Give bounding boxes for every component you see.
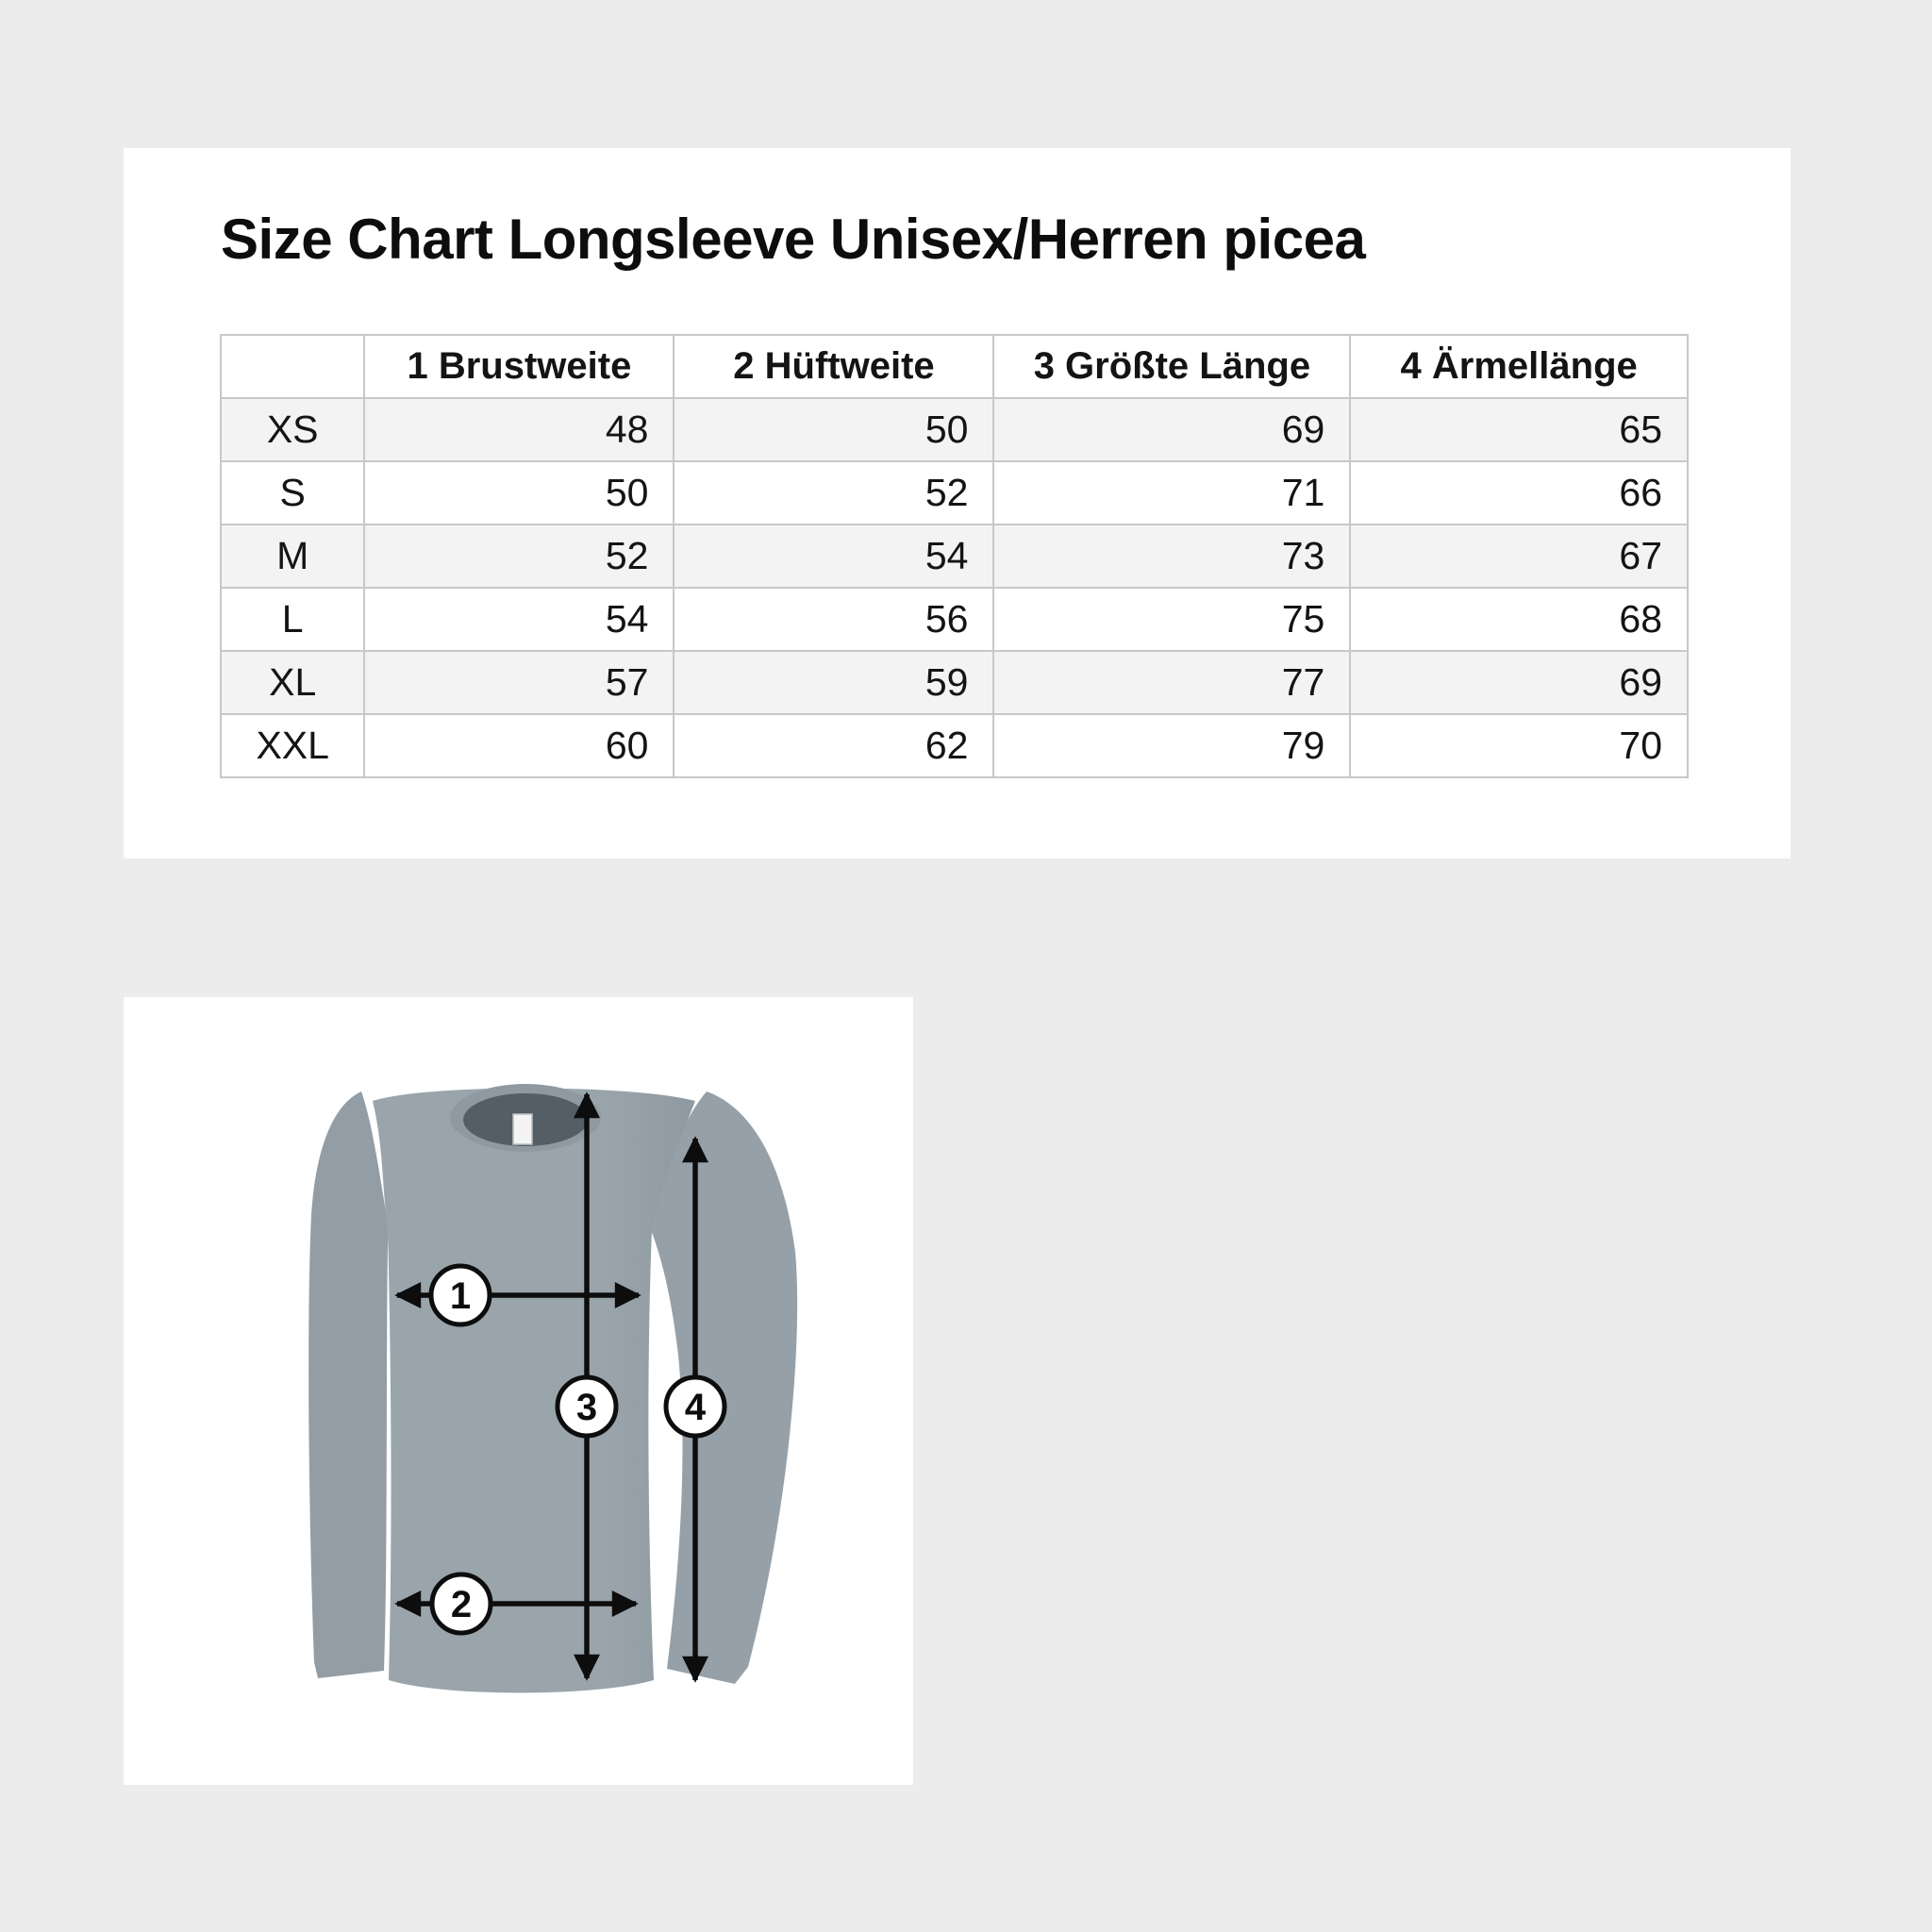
value-cell: 73 — [993, 525, 1350, 588]
marker-2-number: 2 — [450, 1584, 473, 1625]
table-row-m — [221, 525, 1688, 588]
column-header-aermellaenge: 4 Ärmellänge — [1350, 335, 1688, 398]
value-cell: 71 — [993, 461, 1350, 525]
marker-4-number: 4 — [684, 1387, 707, 1428]
marker-1 — [431, 1266, 490, 1324]
measurement-diagram-panel — [124, 997, 913, 1785]
longsleeve-measurement-diagram — [124, 997, 913, 1785]
value-cell: 50 — [364, 461, 674, 525]
value-cell: 54 — [364, 588, 674, 651]
value-cell: 66 — [1350, 461, 1688, 525]
value-cell: 70 — [1350, 714, 1688, 777]
value-cell: 56 — [674, 588, 993, 651]
value-cell: 48 — [364, 398, 674, 461]
column-header-groesste-laenge: 3 Größte Länge — [993, 335, 1350, 398]
marker-4 — [666, 1377, 724, 1436]
size-label: XXL — [221, 714, 364, 777]
size-chart-table — [220, 334, 1689, 778]
column-header-hueftweite: 2 Hüftweite — [674, 335, 993, 398]
value-cell: 69 — [1350, 651, 1688, 714]
corner-header-cell — [221, 335, 364, 398]
value-cell: 69 — [993, 398, 1350, 461]
value-cell: 57 — [364, 651, 674, 714]
value-cell: 60 — [364, 714, 674, 777]
table-row-xl — [221, 651, 1688, 714]
value-cell: 62 — [674, 714, 993, 777]
table-row-l — [221, 588, 1688, 651]
value-cell: 67 — [1350, 525, 1688, 588]
marker-2 — [432, 1574, 491, 1633]
care-label — [513, 1114, 532, 1144]
marker-3-number: 3 — [575, 1387, 598, 1428]
size-label: L — [221, 588, 364, 651]
value-cell: 54 — [674, 525, 993, 588]
table-header-row — [221, 335, 1688, 398]
left-sleeve — [308, 1091, 389, 1678]
marker-1-number: 1 — [449, 1275, 472, 1317]
size-label: S — [221, 461, 364, 525]
value-cell: 79 — [993, 714, 1350, 777]
value-cell: 52 — [364, 525, 674, 588]
value-cell: 65 — [1350, 398, 1688, 461]
table-row-xs — [221, 398, 1688, 461]
value-cell: 50 — [674, 398, 993, 461]
column-header-brustweite: 1 Brustweite — [364, 335, 674, 398]
value-cell: 77 — [993, 651, 1350, 714]
size-label: XS — [221, 398, 364, 461]
size-label: M — [221, 525, 364, 588]
value-cell: 59 — [674, 651, 993, 714]
table-row-s — [221, 461, 1688, 525]
page-title: Size Chart Longsleeve Unisex/Herren picea — [221, 208, 1366, 271]
table-row-xxl — [221, 714, 1688, 777]
value-cell: 75 — [993, 588, 1350, 651]
value-cell: 52 — [674, 461, 993, 525]
value-cell: 68 — [1350, 588, 1688, 651]
size-chart-panel — [124, 148, 1790, 858]
marker-3 — [558, 1377, 616, 1436]
size-label: XL — [221, 651, 364, 714]
